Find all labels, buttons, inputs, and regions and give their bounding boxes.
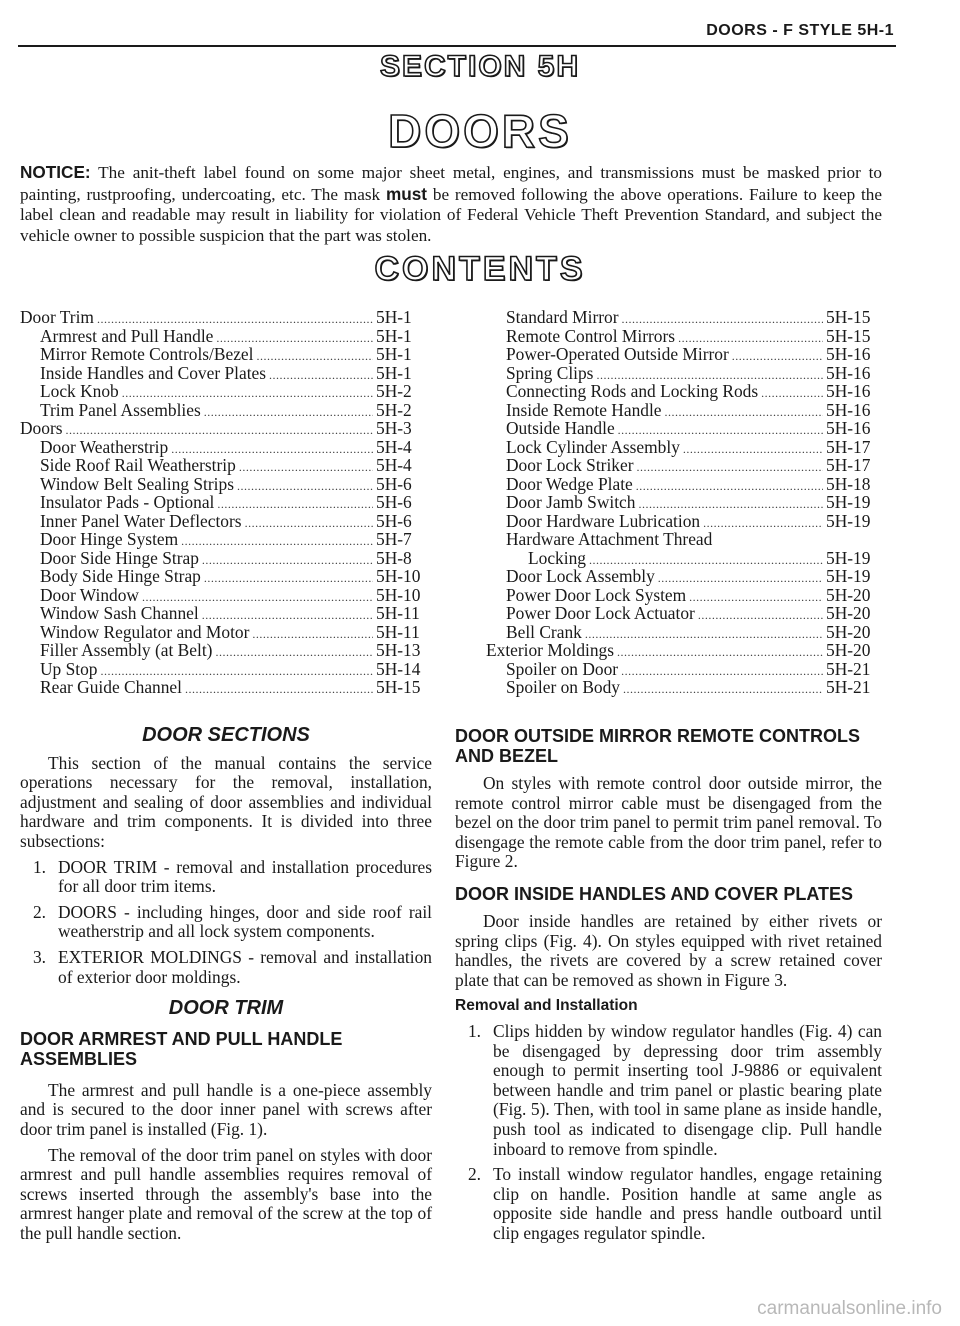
toc-entry-page: 5H-17 bbox=[826, 455, 871, 475]
toc-leader-dots bbox=[683, 440, 823, 459]
toc-entry-page: 5H-7 bbox=[376, 529, 412, 549]
toc-entry-page: 5H-10 bbox=[376, 566, 421, 586]
toc-entry-label: Door Hardware Lubrication bbox=[506, 510, 701, 531]
toc-entry-label: Power Door Lock System bbox=[506, 584, 687, 605]
list-number: 1. bbox=[32, 856, 46, 877]
toc-entry bbox=[486, 549, 882, 568]
toc-entry-label: Spring Clips bbox=[506, 362, 594, 383]
toc-entry-page: 5H-4 bbox=[376, 455, 412, 475]
toc-entry-page: 5H-6 bbox=[376, 510, 412, 531]
removal-steps-list bbox=[455, 1022, 882, 1244]
toc-entry-page: 5H-4 bbox=[376, 436, 412, 457]
toc-entry bbox=[486, 327, 882, 346]
toc-entry-page: 5H-19 bbox=[826, 547, 871, 568]
removal-installation-heading: Removal and Installation bbox=[455, 997, 638, 1015]
toc-entry-page: 5H-10 bbox=[376, 584, 421, 605]
toc-entry-page: 5H-3 bbox=[376, 418, 412, 438]
toc-leader-dots bbox=[617, 643, 823, 662]
toc-entry-label: Power Door Lock Actuator bbox=[506, 603, 695, 623]
toc-entry bbox=[20, 567, 432, 586]
toc-entry-label: Power-Operated Outside Mirror bbox=[506, 344, 729, 364]
toc-entry-label: Doors bbox=[20, 418, 63, 438]
notice-text-1: The anit-theft label found on some major sheet metal, engines, and transmissions must be masked prior to painting, rustproofing, undercoating, etc. The mask bbox=[20, 163, 882, 204]
toc-entry-label: Door Hinge System bbox=[40, 529, 179, 549]
toc-entry-page: 5H-1 bbox=[376, 344, 412, 364]
list-text: Clips hidden by window regulator handles (Fig. 4) can be disengaged by depressing door trim assembly enough to permit inserting tool J-9886 or equivalent between handle and trim panel or plastic bearing plate (Fig. 5). Then, with tool in same plane as inside handle, push tool as indicated to disengage clip. Pull handle inboard to remove from spindle. bbox=[493, 1020, 882, 1159]
door-sections-heading: DOOR SECTIONS bbox=[142, 724, 310, 746]
toc-leader-dots bbox=[665, 403, 823, 422]
contents-title: CONTENTS bbox=[374, 250, 586, 288]
toc-entry bbox=[20, 456, 432, 475]
toc-entry-page: 5H-11 bbox=[376, 621, 420, 642]
toc-entry bbox=[486, 641, 882, 660]
toc-entry-page: 5H-21 bbox=[826, 677, 871, 697]
toc-leader-dots bbox=[636, 477, 823, 496]
toc-entry-page: 5H-15 bbox=[376, 677, 421, 697]
toc-entry-label: Door Jamb Switch bbox=[506, 492, 636, 512]
toc-leader-dots bbox=[204, 403, 373, 422]
removal-step bbox=[455, 1165, 882, 1243]
toc-entry-label: Window Sash Channel bbox=[40, 603, 199, 623]
toc-entry bbox=[486, 438, 882, 457]
toc-entry bbox=[20, 530, 432, 549]
armrest-heading: DOOR ARMREST AND PULL HANDLE ASSEMBLIES bbox=[20, 1028, 343, 1069]
toc-entry-label: Door Lock Assembly bbox=[506, 566, 655, 586]
toc-entry-page: 5H-16 bbox=[826, 362, 871, 383]
section-title: SECTION 5H bbox=[379, 50, 581, 83]
toc-entry bbox=[20, 382, 432, 401]
toc-entry bbox=[20, 345, 432, 364]
toc-entry-page: 5H-1 bbox=[376, 325, 412, 346]
toc-entry bbox=[486, 604, 882, 623]
door-trim-heading: DOOR TRIM bbox=[168, 997, 284, 1020]
notice-paragraph bbox=[20, 162, 882, 246]
list-number: 3. bbox=[32, 946, 46, 967]
header-rule bbox=[18, 45, 896, 47]
toc-entry-label: Connecting Rods and Locking Rods bbox=[506, 381, 759, 401]
toc-entry-label: Hardware Attachment Thread bbox=[506, 529, 713, 549]
mirror-controls-heading: DOOR OUTSIDE MIRROR REMOTE CONTROLS AND BEZEL bbox=[455, 726, 860, 766]
toc-leader-dots bbox=[637, 458, 823, 477]
toc-entry-page: 5H-20 bbox=[826, 621, 871, 642]
toc-leader-dots bbox=[252, 625, 373, 644]
toc-leader-dots bbox=[623, 680, 823, 699]
toc-entry-label: Side Roof Rail Weatherstrip bbox=[40, 455, 236, 475]
watermark: carmanualsonline.info bbox=[757, 1298, 942, 1319]
toc-leader-dots bbox=[732, 347, 823, 366]
toc-leader-dots bbox=[239, 458, 373, 477]
toc-leader-dots bbox=[202, 551, 373, 570]
toc-leader-dots bbox=[698, 606, 823, 625]
toc-entry-label: Lock Cylinder Assembly bbox=[506, 436, 680, 457]
toc-entry bbox=[20, 512, 432, 531]
notice-emphasis: must bbox=[385, 183, 428, 204]
door-sections-intro: This section of the manual contains the service operations necessary for the removal, installation, adjustment and sealing of door assemblies and individual hardware and trim components. It is divided into three subsections: bbox=[20, 752, 432, 851]
toc-entry-page: 5H-15 bbox=[826, 307, 871, 327]
toc-entry bbox=[20, 364, 432, 383]
list-number: 2. bbox=[467, 1164, 481, 1185]
toc-entry-page: 5H-16 bbox=[826, 399, 871, 420]
toc-entry bbox=[20, 623, 432, 642]
toc-entry bbox=[486, 419, 882, 438]
toc-entry-page: 5H-18 bbox=[826, 473, 871, 494]
toc-right-column bbox=[486, 308, 882, 697]
page-title: DOORS bbox=[388, 105, 572, 157]
notice-label: NOTICE: bbox=[20, 162, 91, 182]
toc-entry-label: Door Side Hinge Strap bbox=[40, 547, 199, 568]
subsection-item bbox=[20, 903, 432, 942]
toc-entry-page: 5H-14 bbox=[376, 658, 421, 679]
toc-entry-label: Door Trim bbox=[20, 307, 94, 327]
toc-entry-label: Door Wedge Plate bbox=[506, 473, 633, 494]
toc-entry bbox=[20, 438, 432, 457]
toc-entry-page: 5H-16 bbox=[826, 344, 871, 364]
toc-leader-dots bbox=[269, 366, 373, 385]
toc-entry-label: Spoiler on Door bbox=[506, 658, 619, 679]
toc-entry-label: Exterior Moldings bbox=[486, 640, 615, 660]
toc-entry bbox=[486, 308, 882, 327]
toc-leader-dots bbox=[585, 625, 823, 644]
toc-entry-label: Up Stop bbox=[40, 658, 98, 679]
toc-entry-label: Inner Panel Water Deflectors bbox=[40, 510, 242, 531]
left-column bbox=[20, 726, 432, 1249]
armrest-para-1: The armrest and pull handle is a one-piece assembly and is secured to the door inner panel with screws after door trim panel is installed (Fig. 1). bbox=[20, 1079, 432, 1139]
toc-entry bbox=[486, 493, 882, 512]
toc-entry bbox=[20, 586, 432, 605]
toc-entry-label: Body Side Hinge Strap bbox=[40, 566, 201, 586]
toc-entry-label: Insulator Pads - Optional bbox=[40, 492, 215, 512]
list-text: DOORS - including hinges, door and side roof rail weatherstrip and all lock system components. bbox=[58, 901, 432, 942]
removal-step bbox=[455, 1022, 882, 1159]
toc-entry-label: Window Belt Sealing Strips bbox=[40, 473, 234, 494]
toc-entry bbox=[486, 660, 882, 679]
toc-entry-label: Bell Crank bbox=[506, 621, 582, 642]
toc-entry bbox=[20, 401, 432, 420]
toc-leader-dots bbox=[204, 569, 373, 588]
toc-entry bbox=[20, 604, 432, 623]
toc-entry-label: Door Lock Striker bbox=[506, 455, 634, 475]
toc-leader-dots bbox=[703, 514, 823, 533]
toc-entry bbox=[20, 641, 432, 660]
toc-leader-dots bbox=[256, 347, 373, 366]
list-text: To install window regulator handles, engage retaining clip on handle. Position handle at same angle as opposite side handle and press handle outboard until clip engages regulator spindle. bbox=[493, 1164, 882, 1243]
toc-entry-label: Door Weatherstrip bbox=[40, 436, 169, 457]
toc-entry-label: Remote Control Mirrors bbox=[506, 325, 676, 346]
toc-entry bbox=[486, 382, 882, 401]
toc-entry-page: 5H-17 bbox=[826, 436, 871, 457]
toc-left-column bbox=[20, 308, 432, 697]
toc-entry bbox=[486, 623, 882, 642]
toc-entry bbox=[486, 586, 882, 605]
notice-text-2: be removed following the above operations. Failure to keep the label clean and readable may result in liability for violation of Federal Vehicle Theft Prevention Standard, and subject the vehicle owner to possible suspicion that the part was stolen. bbox=[20, 184, 882, 245]
toc-entry bbox=[486, 364, 882, 383]
toc-leader-dots bbox=[237, 477, 373, 496]
toc-entry-label: Trim Panel Assemblies bbox=[40, 399, 201, 420]
toc-entry-page: 5H-20 bbox=[826, 640, 871, 660]
toc-leader-dots bbox=[215, 643, 373, 662]
toc-entry bbox=[486, 567, 882, 586]
toc-entry bbox=[20, 549, 432, 568]
toc-entry-page: 5H-19 bbox=[826, 492, 871, 512]
running-head: DOORS - F STYLE 5H-1 bbox=[706, 22, 894, 39]
toc-entry bbox=[486, 345, 882, 364]
subsection-item bbox=[20, 948, 432, 987]
toc-entry-label: Window Regulator and Motor bbox=[40, 621, 250, 642]
toc-entry-label: Filler Assembly (at Belt) bbox=[40, 640, 213, 660]
toc-entry-page: 5H-8 bbox=[376, 547, 412, 568]
toc-entry-page: 5H-1 bbox=[376, 362, 412, 383]
toc-leader-dots bbox=[181, 532, 373, 551]
toc-entry bbox=[486, 401, 882, 420]
toc-entry-page: 5H-16 bbox=[826, 418, 871, 438]
subsection-item bbox=[20, 858, 432, 897]
toc-leader-dots bbox=[689, 588, 823, 607]
toc-entry bbox=[20, 660, 432, 679]
toc-entry-label: Outside Handle bbox=[506, 418, 615, 438]
toc-entry-page: 5H-6 bbox=[376, 473, 412, 494]
toc-leader-dots bbox=[245, 514, 373, 533]
inside-handles-para: Door inside handles are retained by either rivets or spring clips (Fig. 4). On styles equipped with rivet retained handles, the rivets are covered by a screw retained cover plate that can be removed as shown in Figure 3. bbox=[455, 910, 882, 990]
toc-entry bbox=[20, 493, 432, 512]
mirror-controls-para: On styles with remote control door outside mirror, the remote control mirror cable must be disengaged from the bezel on the door trim panel to permit trim panel removal. To disengage the remote cable from the door trim panel, refer to Figure 2. bbox=[455, 773, 882, 872]
toc-entry-label: Rear Guide Channel bbox=[40, 677, 182, 697]
toc-entry-page: 5H-11 bbox=[376, 603, 420, 623]
toc-entry-page: 5H-1 bbox=[376, 307, 412, 327]
toc-entry-page: 5H-19 bbox=[826, 510, 871, 531]
list-text: EXTERIOR MOLDINGS - removal and installation of exterior door moldings. bbox=[58, 946, 432, 987]
toc-entry-page: 5H-19 bbox=[826, 566, 871, 586]
list-number: 2. bbox=[32, 901, 46, 922]
toc-entry-page: 5H-16 bbox=[826, 381, 871, 401]
toc-entry bbox=[20, 678, 432, 697]
inside-handles-heading: DOOR INSIDE HANDLES AND COVER PLATES bbox=[455, 883, 854, 904]
toc-entry bbox=[486, 530, 882, 549]
toc-entry-label: Inside Handles and Cover Plates bbox=[40, 362, 267, 383]
list-text: DOOR TRIM - removal and installation procedures for all door trim items. bbox=[58, 856, 432, 897]
toc-entry bbox=[486, 678, 882, 697]
toc-entry-page: 5H-20 bbox=[826, 603, 871, 623]
toc-entry-label: Locking bbox=[528, 547, 586, 568]
subsection-list bbox=[20, 858, 432, 988]
toc-entry bbox=[20, 327, 432, 346]
toc-leader-dots bbox=[621, 662, 823, 681]
toc-entry bbox=[486, 512, 882, 531]
toc-entry-page: 5H-6 bbox=[376, 492, 412, 512]
toc-entry-page: 5H-2 bbox=[376, 399, 412, 420]
toc-leader-dots bbox=[185, 680, 373, 699]
toc-entry-page: 5H-20 bbox=[826, 584, 871, 605]
toc-entry-page: 5H-13 bbox=[376, 640, 421, 660]
toc-entry-label: Inside Remote Handle bbox=[506, 399, 662, 420]
toc-entry-label: Standard Mirror bbox=[506, 307, 619, 327]
toc-entry-page: 5H-21 bbox=[826, 658, 871, 679]
toc-leader-dots bbox=[761, 384, 823, 403]
toc-entry bbox=[20, 475, 432, 494]
toc-entry-label: Mirror Remote Controls/Bezel bbox=[40, 344, 254, 364]
toc-entry bbox=[486, 475, 882, 494]
toc-entry bbox=[20, 308, 432, 327]
toc-entry bbox=[486, 456, 882, 475]
armrest-para-2: The removal of the door trim panel on styles with door armrest and pull handle assemblies requires removal of screws inserted through the assembly's base into the armrest hanger plate and removal of the screw at the top of the pull handle section. bbox=[20, 1144, 432, 1243]
toc-entry-label: Armrest and Pull Handle bbox=[40, 325, 214, 346]
toc-entry-label: Lock Knob bbox=[40, 381, 119, 401]
toc-entry-label: Door Window bbox=[40, 584, 139, 605]
list-number: 1. bbox=[467, 1020, 481, 1041]
toc-entry bbox=[20, 419, 432, 438]
toc-entry-page: 5H-15 bbox=[826, 325, 871, 346]
toc-entry-page: 5H-2 bbox=[376, 381, 412, 401]
toc-entry-label: Spoiler on Body bbox=[506, 677, 621, 697]
right-column bbox=[455, 726, 882, 1249]
